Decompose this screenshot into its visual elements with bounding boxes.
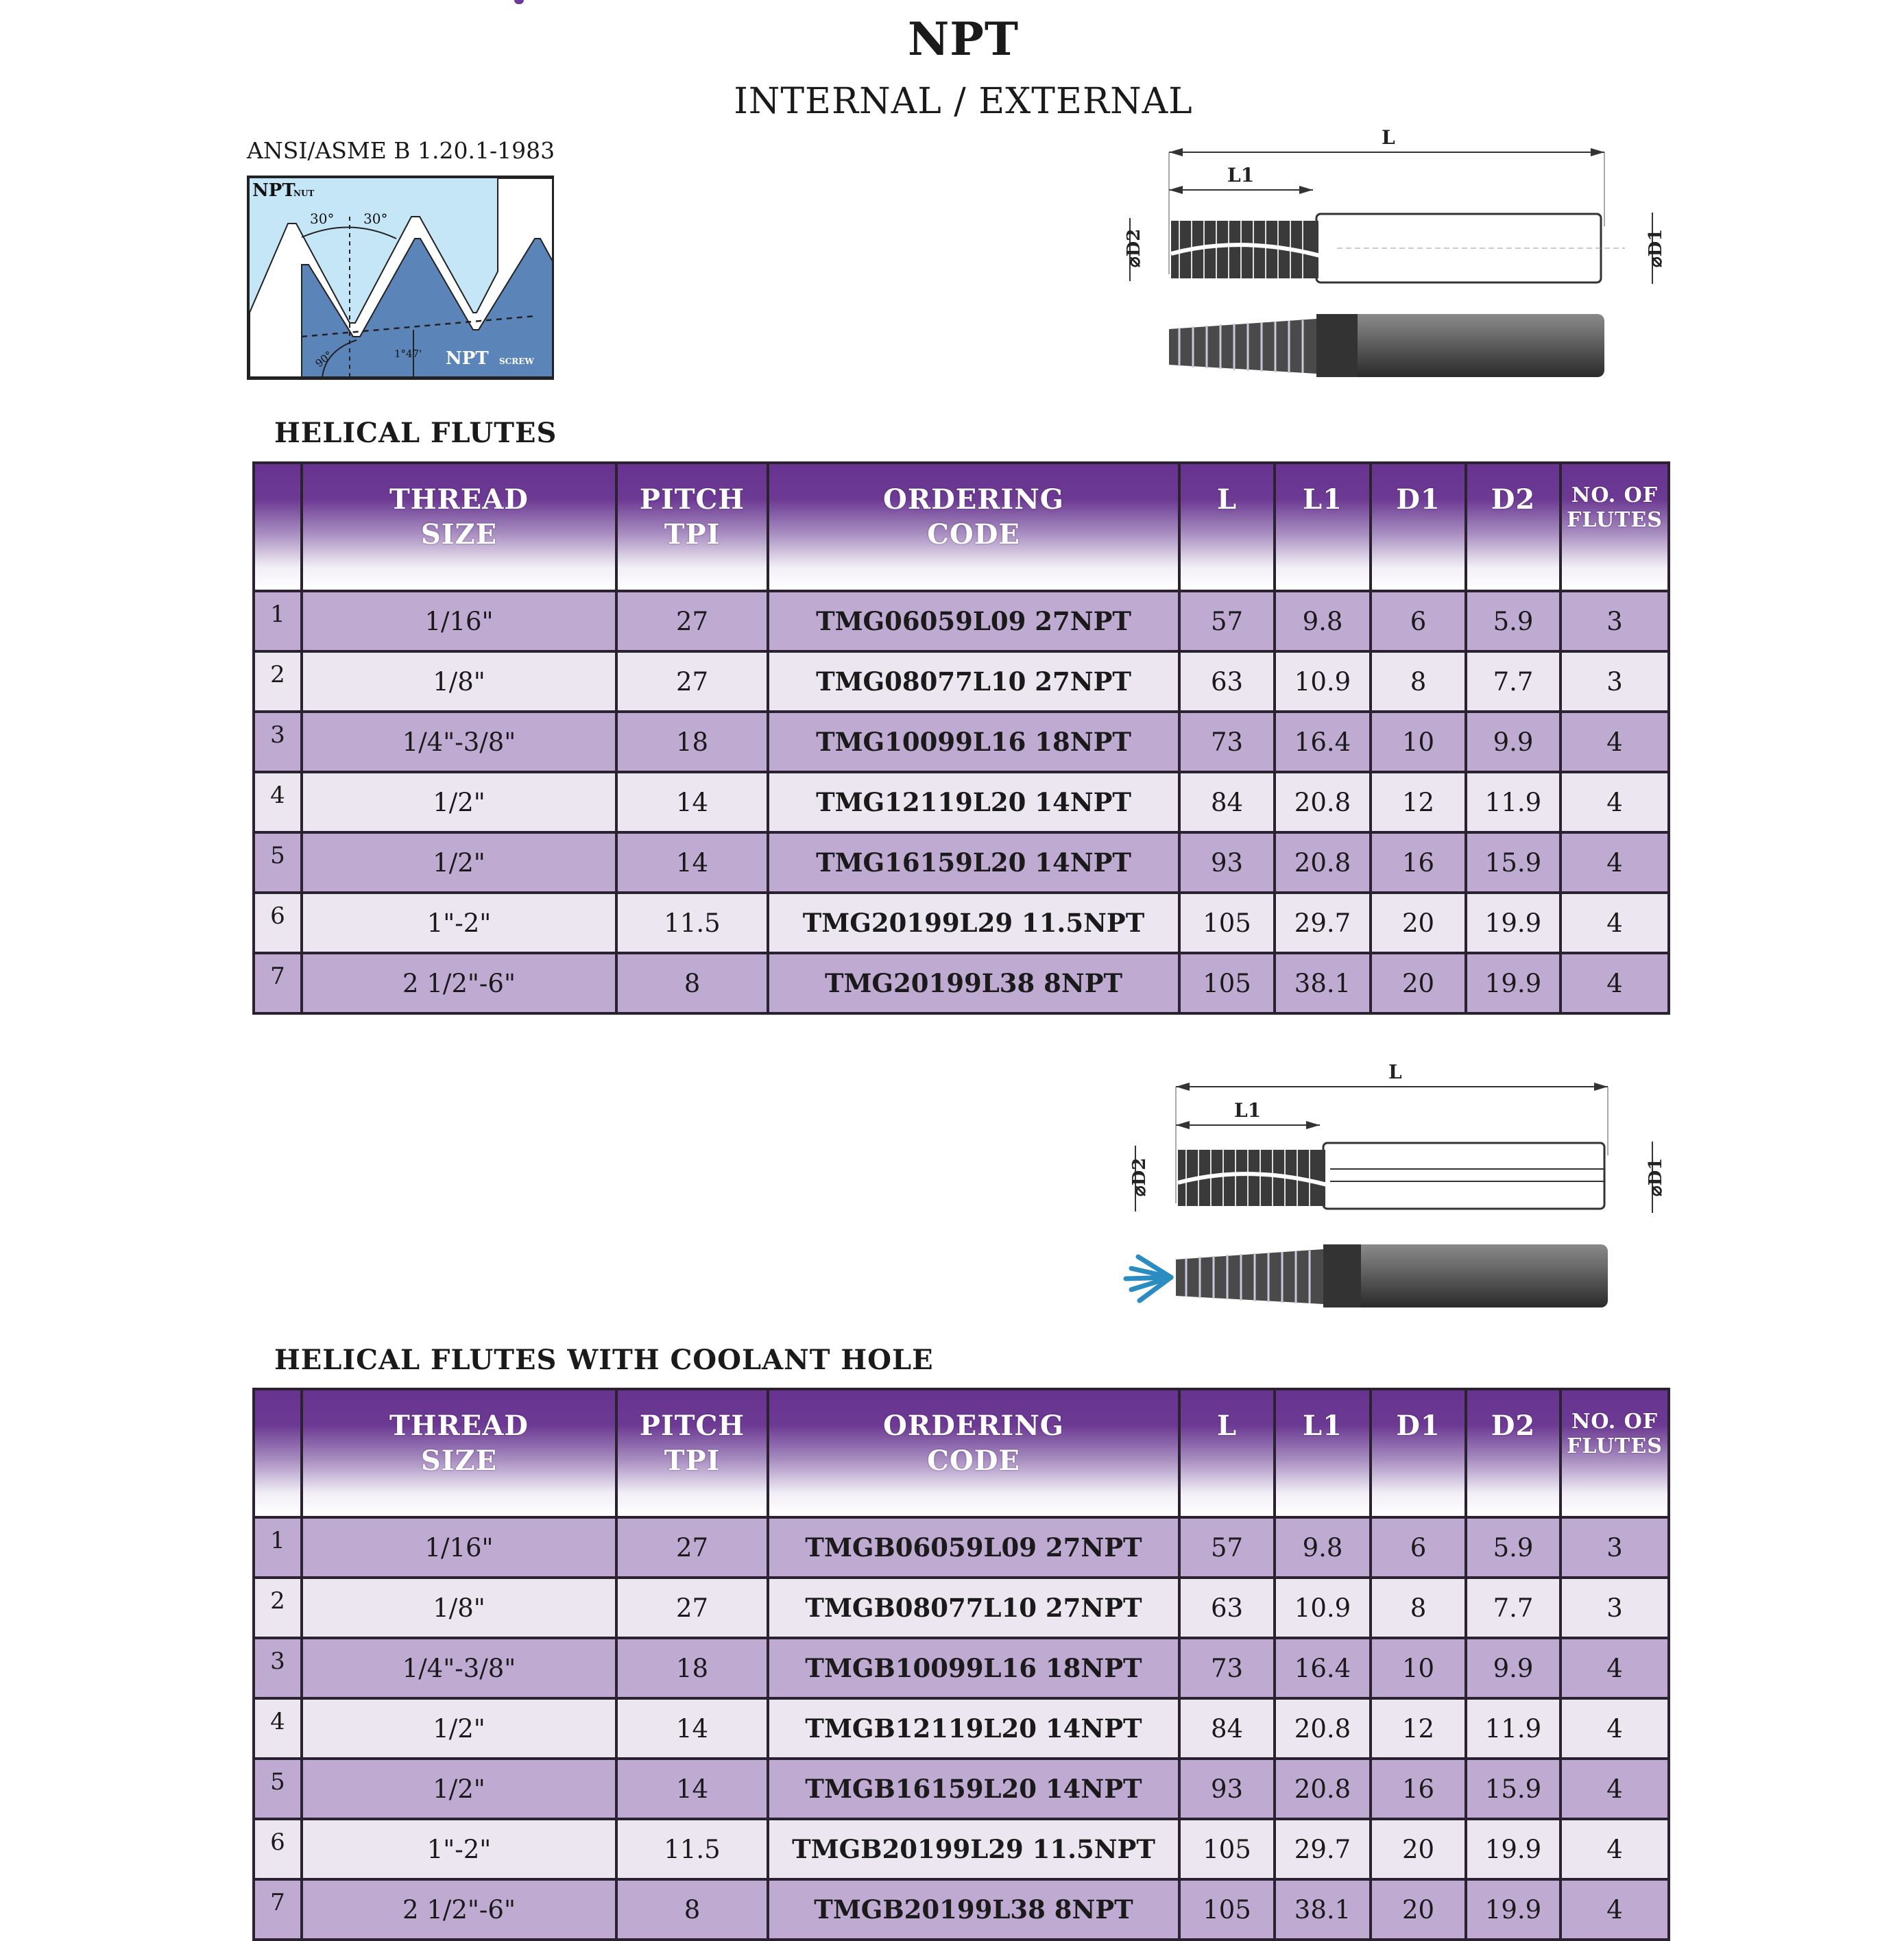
thread-diameter-cell: 11.9 [1466, 1698, 1560, 1759]
thread-length-cell: 38.1 [1275, 953, 1371, 1013]
dim-D1-label: ⌀D1 [1646, 1157, 1666, 1196]
thread-length-cell: 9.8 [1275, 591, 1371, 651]
section-heading-coolant-hole: HELICAL FLUTES WITH COOLANT HOLE [274, 1344, 934, 1376]
flutes-cell: 4 [1560, 1879, 1669, 1940]
screw-sublabel: SCREW [499, 357, 534, 366]
shank-diameter-cell: 20 [1371, 953, 1466, 1013]
thread-length-cell: 20.8 [1275, 1759, 1371, 1819]
dim-L1-label: L1 [1234, 1099, 1262, 1122]
thread-size-cell: 1/8" [302, 1578, 616, 1638]
pitch-cell: 14 [616, 772, 768, 832]
col-L: L [1179, 463, 1275, 591]
flutes-cell: 3 [1560, 651, 1669, 712]
table-row [254, 1698, 1669, 1759]
shank-diameter-cell: 12 [1371, 1698, 1466, 1759]
ordering-code-cell: TMG20199L38 8NPT [768, 953, 1179, 1013]
pitch-cell: 27 [616, 591, 768, 651]
flutes-cell: 4 [1560, 1698, 1669, 1759]
thread-length-cell: 9.8 [1275, 1517, 1371, 1578]
helical-flutes-table [252, 461, 1670, 1015]
length-cell: 93 [1179, 1759, 1275, 1819]
pitch-cell: 14 [616, 1759, 768, 1819]
ordering-code-cell: TMGB20199L29 11.5NPT [768, 1819, 1179, 1879]
flutes-cell: 3 [1560, 1517, 1669, 1578]
table-row [254, 591, 1669, 651]
row-index: 1 [254, 591, 302, 651]
arrow-left-icon [1169, 148, 1183, 156]
length-cell: 93 [1179, 832, 1275, 893]
flutes-cell: 3 [1560, 1578, 1669, 1638]
tool-render [1169, 314, 1604, 377]
thread-size-cell: 2 1/2"-6" [302, 1879, 616, 1940]
pitch-cell: 18 [616, 712, 768, 772]
col-flutes: NO. OF FLUTES [1560, 463, 1669, 591]
table-row [254, 893, 1669, 953]
screw-label: NPT [446, 348, 489, 369]
col-pitch: PITCH TPI [616, 1389, 768, 1517]
perp-angle-label: 90° [313, 348, 335, 370]
pitch-cell: 27 [616, 651, 768, 712]
tool-figure-coolant [1111, 1059, 1673, 1334]
flutes-cell: 3 [1560, 591, 1669, 651]
row-index: 5 [254, 1759, 302, 1819]
arrow-right-icon [1594, 1083, 1608, 1091]
length-cell: 105 [1179, 893, 1275, 953]
col-L: L [1179, 1389, 1275, 1517]
col-D2: D2 [1466, 463, 1560, 591]
col-ordering-code: ORDERING CODE [768, 463, 1179, 591]
thread-diameter-cell: 19.9 [1466, 1879, 1560, 1940]
thread-diameter-cell: 7.7 [1466, 1578, 1560, 1638]
length-cell: 57 [1179, 1517, 1275, 1578]
ordering-code-cell: TMGB08077L10 27NPT [768, 1578, 1179, 1638]
top-accent-mark [514, 0, 524, 4]
flutes-cell: 4 [1560, 1638, 1669, 1698]
thread-diameter-cell: 7.7 [1466, 651, 1560, 712]
table-row [254, 1517, 1669, 1578]
length-cell: 63 [1179, 651, 1275, 712]
nut-label: NPT [252, 180, 296, 201]
table-header-row [254, 463, 1669, 591]
row-index: 2 [254, 651, 302, 712]
thread-size-cell: 1/2" [302, 1759, 616, 1819]
thread-size-cell: 1"-2" [302, 1819, 616, 1879]
thread-diameter-cell: 19.9 [1466, 1819, 1560, 1879]
arrow-right-icon [1306, 1121, 1320, 1129]
col-D1: D1 [1371, 1389, 1466, 1517]
arrow-right-icon [1591, 148, 1604, 156]
col-index [254, 463, 302, 591]
coolant-hole-table [252, 1388, 1670, 1941]
thread-length-cell: 20.8 [1275, 772, 1371, 832]
col-pitch: PITCH TPI [616, 463, 768, 591]
row-index: 6 [254, 893, 302, 953]
thread-size-cell: 1/2" [302, 1698, 616, 1759]
flutes-cell: 4 [1560, 712, 1669, 772]
table-row [254, 712, 1669, 772]
length-cell: 84 [1179, 1698, 1275, 1759]
table-row [254, 1819, 1669, 1879]
thread-size-cell: 2 1/2"-6" [302, 953, 616, 1013]
pitch-cell: 8 [616, 1879, 768, 1940]
shank-diameter-cell: 16 [1371, 1759, 1466, 1819]
thread-profile-diagram [247, 176, 554, 380]
shank-diameter-cell: 20 [1371, 893, 1466, 953]
pitch-cell: 11.5 [616, 893, 768, 953]
length-cell: 84 [1179, 772, 1275, 832]
page-title: NPT [907, 12, 1020, 66]
tool-threads [1176, 1249, 1323, 1304]
ordering-code-cell: TMG16159L20 14NPT [768, 832, 1179, 893]
table-row [254, 1879, 1669, 1940]
thread-length-cell: 20.8 [1275, 832, 1371, 893]
thread-size-cell: 1/4"-3/8" [302, 712, 616, 772]
row-index: 7 [254, 1879, 302, 1940]
row-index: 3 [254, 712, 302, 772]
shank-diameter-cell: 20 [1371, 1819, 1466, 1879]
table-row [254, 953, 1669, 1013]
thread-size-cell: 1"-2" [302, 893, 616, 953]
thread-diameter-cell: 5.9 [1466, 1517, 1560, 1578]
table-body [254, 1517, 1669, 1940]
thread-size-cell: 1/2" [302, 772, 616, 832]
thread-diameter-cell: 5.9 [1466, 591, 1560, 651]
ordering-code-cell: TMGB20199L38 8NPT [768, 1879, 1179, 1940]
row-index: 7 [254, 953, 302, 1013]
shank-diameter-cell: 16 [1371, 832, 1466, 893]
thread-diameter-cell: 11.9 [1466, 772, 1560, 832]
flutes-cell: 4 [1560, 832, 1669, 893]
dim-D2-label: ⌀D2 [1124, 228, 1144, 267]
table-row [254, 832, 1669, 893]
nut-sublabel: NUT [293, 189, 315, 198]
shank-diameter-cell: 10 [1371, 1638, 1466, 1698]
pitch-cell: 27 [616, 1578, 768, 1638]
row-index: 4 [254, 1698, 302, 1759]
shank-diameter-cell: 12 [1371, 772, 1466, 832]
table-row [254, 1578, 1669, 1638]
length-cell: 57 [1179, 591, 1275, 651]
thread-size-cell: 1/16" [302, 1517, 616, 1578]
pitch-cell: 18 [616, 1638, 768, 1698]
pitch-cell: 8 [616, 953, 768, 1013]
row-index: 2 [254, 1578, 302, 1638]
thread-size-cell: 1/16" [302, 591, 616, 651]
row-index: 6 [254, 1819, 302, 1879]
col-ordering-code: ORDERING CODE [768, 1389, 1179, 1517]
shank-outline [1323, 1143, 1604, 1209]
tool-render [1126, 1244, 1608, 1307]
flutes-cell: 4 [1560, 953, 1669, 1013]
shank-diameter-cell: 8 [1371, 651, 1466, 712]
length-cell: 105 [1179, 953, 1275, 1013]
thread-length-cell: 16.4 [1275, 712, 1371, 772]
arrow-left-icon [1169, 186, 1183, 194]
length-cell: 105 [1179, 1879, 1275, 1940]
ordering-code-cell: TMGB10099L16 18NPT [768, 1638, 1179, 1698]
thread-length-cell: 29.7 [1275, 893, 1371, 953]
thread-size-cell: 1/8" [302, 651, 616, 712]
thread-length-cell: 29.7 [1275, 1819, 1371, 1879]
table-header-row [254, 1389, 1669, 1517]
taper-angle-label: 1°47' [394, 348, 422, 360]
ordering-code-cell: TMGB16159L20 14NPT [768, 1759, 1179, 1819]
row-index: 5 [254, 832, 302, 893]
thread-size-cell: 1/4"-3/8" [302, 1638, 616, 1698]
row-index: 1 [254, 1517, 302, 1578]
dim-D1-label: ⌀D1 [1646, 228, 1666, 267]
section-heading-helical-flutes: HELICAL FLUTES [274, 417, 557, 449]
flutes-cell: 4 [1560, 893, 1669, 953]
thread-diameter-cell: 19.9 [1466, 893, 1560, 953]
length-cell: 105 [1179, 1819, 1275, 1879]
arrow-left-icon [1176, 1083, 1190, 1091]
col-D2: D2 [1466, 1389, 1560, 1517]
table-row [254, 1759, 1669, 1819]
tool-threads [1169, 319, 1316, 374]
coolant-spray-icon [1126, 1257, 1171, 1301]
shank-diameter-cell: 8 [1371, 1578, 1466, 1638]
row-index: 4 [254, 772, 302, 832]
thread-diameter-cell: 19.9 [1466, 953, 1560, 1013]
dim-D2-label: ⌀D2 [1129, 1157, 1150, 1196]
standard-label: ANSI/ASME B 1.20.1-1983 [247, 137, 555, 164]
thread-length-cell: 16.4 [1275, 1638, 1371, 1698]
dim-L-label: L [1388, 1061, 1402, 1083]
shank-diameter-cell: 20 [1371, 1879, 1466, 1940]
shank-diameter-cell: 6 [1371, 591, 1466, 651]
flutes-cell: 4 [1560, 772, 1669, 832]
row-index: 3 [254, 1638, 302, 1698]
tool-figure-helical [1111, 123, 1673, 398]
ordering-code-cell: TMG20199L29 11.5NPT [768, 893, 1179, 953]
table-row [254, 1638, 1669, 1698]
thread-diameter-cell: 9.9 [1466, 712, 1560, 772]
dim-L-label: L [1382, 126, 1395, 149]
shank-diameter-cell: 10 [1371, 712, 1466, 772]
thread-diameter-cell: 9.9 [1466, 1638, 1560, 1698]
ordering-code-cell: TMG06059L09 27NPT [768, 591, 1179, 651]
ordering-code-cell: TMG10099L16 18NPT [768, 712, 1179, 772]
dimension-drawing [1124, 126, 1666, 284]
length-cell: 73 [1179, 1638, 1275, 1698]
tool-shank [1316, 314, 1604, 377]
table-row [254, 772, 1669, 832]
ordering-code-cell: TMGB12119L20 14NPT [768, 1698, 1179, 1759]
pitch-cell: 27 [616, 1517, 768, 1578]
ordering-code-cell: TMG12119L20 14NPT [768, 772, 1179, 832]
thread-length-cell: 10.9 [1275, 1578, 1371, 1638]
col-L1: L1 [1275, 463, 1371, 591]
thread-diameter-cell: 15.9 [1466, 1759, 1560, 1819]
thread-diameter-cell: 15.9 [1466, 832, 1560, 893]
table-row [254, 651, 1669, 712]
page-subtitle: INTERNAL / EXTERNAL [734, 81, 1193, 122]
col-index [254, 1389, 302, 1517]
flutes-cell: 4 [1560, 1759, 1669, 1819]
shank-diameter-cell: 6 [1371, 1517, 1466, 1578]
col-thread-size: THREAD SIZE [302, 1389, 616, 1517]
angle-right-label: 30° [363, 210, 388, 227]
thread-length-cell: 38.1 [1275, 1879, 1371, 1940]
col-thread-size: THREAD SIZE [302, 463, 616, 591]
thread-size-cell: 1/2" [302, 832, 616, 893]
arrow-right-icon [1299, 186, 1313, 194]
ordering-code-cell: TMG08077L10 27NPT [768, 651, 1179, 712]
angle-left-label: 30° [310, 210, 335, 227]
ordering-code-cell: TMGB06059L09 27NPT [768, 1517, 1179, 1578]
col-L1: L1 [1275, 1389, 1371, 1517]
table-body [254, 591, 1669, 1013]
flutes-cell: 4 [1560, 1819, 1669, 1879]
col-D1: D1 [1371, 463, 1466, 591]
thread-length-cell: 10.9 [1275, 651, 1371, 712]
pitch-cell: 14 [616, 832, 768, 893]
length-cell: 73 [1179, 712, 1275, 772]
dim-L1-label: L1 [1227, 164, 1255, 186]
pitch-cell: 14 [616, 1698, 768, 1759]
dimension-drawing [1129, 1061, 1666, 1213]
col-flutes: NO. OF FLUTES [1560, 1389, 1669, 1517]
pitch-cell: 11.5 [616, 1819, 768, 1879]
thread-length-cell: 20.8 [1275, 1698, 1371, 1759]
tool-shank [1323, 1244, 1608, 1307]
length-cell: 63 [1179, 1578, 1275, 1638]
arrow-left-icon [1176, 1121, 1190, 1129]
